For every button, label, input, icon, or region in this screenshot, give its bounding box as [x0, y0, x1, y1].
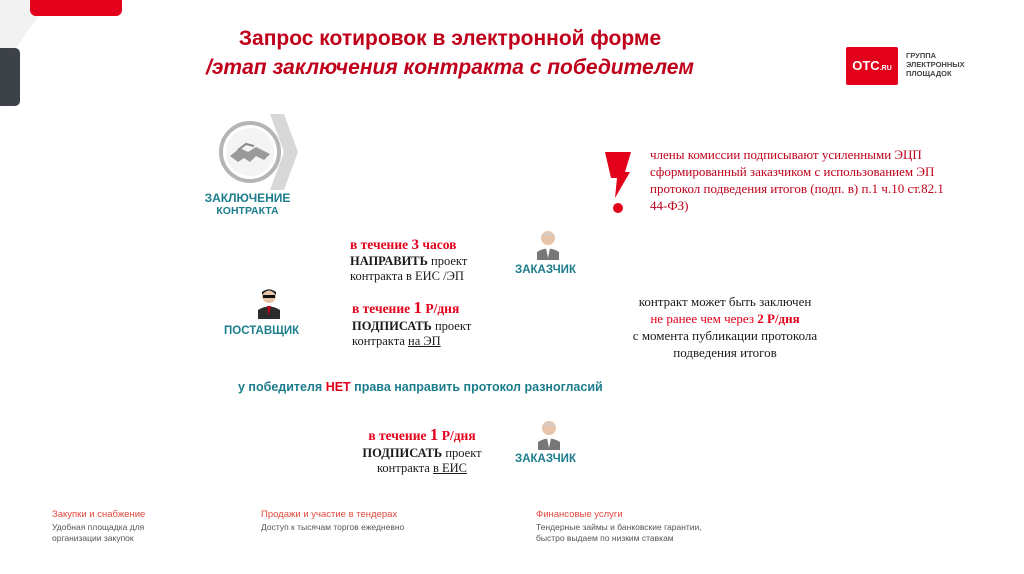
footer-col3-line-1: Тендерные займы и банковские гарантии,: [536, 522, 702, 532]
footer-col-sales: [261, 509, 491, 533]
supplier-label: ПОСТАВЩИК: [224, 325, 300, 337]
step2-action: [352, 319, 522, 334]
notice-line-1: члены комиссии подписывают усиленными ЭЦП: [650, 147, 922, 162]
stage-label: [190, 191, 305, 218]
step2-deadline-suffix: Р/дня: [421, 301, 460, 316]
contract-note-line-2: [600, 310, 850, 327]
contract-note-line-1: контракт может быть заключен: [638, 294, 812, 309]
step1-action-bold: НАПРАВИТЬ: [350, 254, 428, 268]
contract-note-line-2-prefix: не ранее чем через: [650, 311, 758, 326]
logo-badge: [846, 47, 898, 85]
footer-col3-heading: Финансовые услуги: [536, 509, 623, 520]
ots-logo: [846, 47, 976, 85]
step-sign-supplier: [352, 298, 522, 349]
stage-label-line-1: ЗАКЛЮЧЕНИЕ: [204, 191, 291, 205]
footer-col2-heading: Продажи и участие в тендерах: [261, 509, 398, 520]
title-line-1: Запрос котировок в электронной форме: [238, 27, 662, 50]
step3-action-rest: проект: [442, 446, 482, 460]
logo-line-1: ГРУППА: [906, 51, 937, 60]
notice-line-3: протокол подведения итогов (подп. в) п.1 ч.10 ст.82.1: [650, 181, 944, 196]
notice-line-4: 44-ФЗ): [650, 198, 689, 213]
step1-deadline-suffix: часов: [418, 237, 457, 252]
footer-col-finance: [536, 509, 776, 544]
step3-deadline-value: 1: [429, 425, 439, 444]
step3-line-2-prefix: контракта: [376, 461, 433, 475]
footer-col-procurement: [52, 509, 242, 544]
step1-deadline-value: 3: [411, 237, 419, 253]
page-title: [150, 24, 750, 82]
step3-action-bold: ПОДПИСАТЬ: [362, 446, 443, 460]
step1-action: [350, 254, 520, 269]
step-sign-customer: [342, 425, 502, 476]
customer-avatar-1: [535, 228, 561, 260]
logo-badge-text: ОТС: [852, 58, 880, 73]
step3-deadline: [342, 425, 502, 446]
step2-line-2: [352, 334, 522, 349]
step3-line-2-underlined: в ЕИС: [432, 461, 468, 475]
step2-deadline-value: 1: [413, 298, 422, 317]
logo-badge-suffix: .RU: [879, 65, 892, 72]
step1-line-2: контракта в ЕИС /ЭП: [350, 269, 464, 283]
supplier-avatar: [256, 285, 282, 319]
exclamation-icon: [603, 150, 635, 215]
step3-deadline-prefix: в течение: [368, 428, 430, 443]
footer-col1-heading: Закупки и снабжение: [52, 509, 146, 520]
winner-note-suffix: права направить протокол разногласий: [350, 380, 603, 394]
customer-label-2: ЗАКАЗЧИК: [515, 453, 576, 465]
customer-label-1: ЗАКАЗЧИК: [515, 264, 576, 276]
logo-line-3: ПЛОЩАДОК: [906, 69, 952, 78]
contract-note-line-2-value: 2 Р/дня: [757, 311, 800, 326]
step2-action-bold: ПОДПИСАТЬ: [352, 319, 432, 333]
step3-deadline-suffix: Р/дня: [438, 428, 476, 443]
winner-note: [238, 380, 658, 394]
step1-deadline-prefix: в течение: [350, 237, 412, 252]
stage-label-line-2: КОНТРАКТА: [216, 205, 279, 217]
winner-note-prefix: у победителя: [238, 380, 326, 394]
footer-col2-line-1: Доступ к тысячам торгов ежедневно: [261, 522, 405, 532]
customer-avatar-2: [536, 418, 562, 450]
winner-note-highlight: НЕТ: [325, 380, 351, 394]
step-send-draft: [350, 236, 520, 284]
step1-action-rest: проект: [427, 254, 468, 268]
step2-line-2-underlined: на ЭП: [408, 334, 441, 348]
step2-line-2-prefix: контракта: [352, 334, 408, 348]
step3-action: [342, 446, 502, 461]
top-red-tab: [30, 0, 122, 16]
contract-note-line-3: с момента публикации протокола: [632, 328, 818, 343]
footer-col3-line-2: быстро выдаем по низким ставкам: [536, 533, 674, 543]
logo-line-2: ЭЛЕКТРОННЫХ: [906, 60, 965, 69]
step1-deadline: [350, 236, 520, 254]
step2-deadline-prefix: в течение: [352, 301, 414, 316]
contract-note-line-4: подведения итогов: [673, 345, 777, 360]
step2-deadline: [352, 298, 522, 319]
logo-caption: [906, 51, 965, 78]
footer-col1-line-2: организации закупок: [52, 533, 134, 543]
footer-col1-line-1: Удобная площадка для: [52, 522, 145, 532]
title-line-2: /этап заключения контракта с победителем: [206, 56, 694, 79]
step2-action-rest: проект: [431, 319, 472, 333]
left-dark-tab: [0, 48, 20, 106]
contract-note: [600, 293, 850, 361]
commission-notice: [650, 146, 1010, 214]
step3-line-2: [342, 461, 502, 476]
handshake-icon: [214, 114, 298, 190]
notice-line-2: сформированный заказчиком с использованием ЭП: [650, 164, 935, 179]
